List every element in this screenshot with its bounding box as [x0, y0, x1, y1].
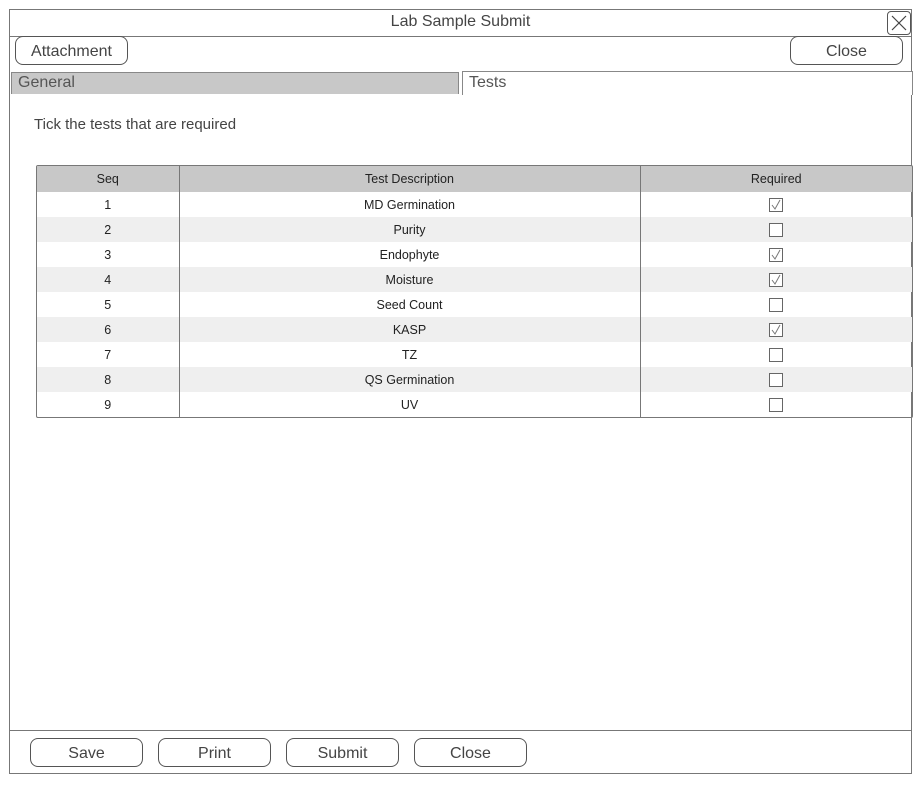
- seq-cell: 6: [37, 317, 179, 342]
- test-description-cell: Seed Count: [179, 292, 640, 317]
- seq-cell: 3: [104, 247, 112, 262]
- checkmark-icon: [770, 249, 782, 261]
- table-row: [37, 217, 912, 242]
- test-description-cell: KASP: [179, 317, 640, 342]
- footer-divider: [10, 730, 911, 731]
- tab-tests[interactable]: Tests: [462, 71, 913, 95]
- seq-cell: 4: [37, 267, 179, 292]
- seq-cell: 1: [104, 197, 112, 212]
- save-button[interactable]: Save: [30, 738, 143, 767]
- required-checkbox[interactable]: [769, 398, 783, 412]
- required-cell: [640, 317, 912, 342]
- seq-cell: 2: [37, 217, 179, 242]
- required-cell: [640, 342, 912, 367]
- submit-button[interactable]: Submit: [286, 738, 399, 767]
- required-cell: [640, 217, 912, 242]
- seq-cell: 7: [104, 347, 112, 362]
- table-row: [37, 342, 912, 367]
- required-checkbox[interactable]: [769, 298, 783, 312]
- required-cell: [640, 267, 912, 292]
- seq-cell: 5: [104, 297, 112, 312]
- window-close-button[interactable]: [887, 11, 911, 35]
- table-row: [37, 367, 912, 392]
- table-row: [37, 392, 912, 417]
- column-header-required[interactable]: Required: [640, 166, 912, 192]
- tests-table: [36, 165, 913, 418]
- test-description-cell: UV: [179, 392, 640, 417]
- test-description-cell: TZ: [179, 342, 640, 367]
- table-row: [37, 242, 912, 267]
- required-cell: [640, 292, 912, 317]
- close-top-button[interactable]: Close: [790, 36, 903, 65]
- required-cell: [640, 242, 912, 267]
- column-header-seq[interactable]: Seq: [37, 166, 179, 192]
- seq-cell: 8: [37, 367, 179, 392]
- seq-cell: 9: [104, 397, 112, 412]
- table-header-row: [37, 166, 912, 192]
- checkmark-icon: [770, 274, 782, 286]
- test-description-cell: QS Germination: [179, 367, 640, 392]
- required-checkbox[interactable]: [769, 198, 783, 212]
- checkmark-icon: [770, 199, 782, 211]
- required-cell: [640, 392, 912, 417]
- instruction-text: Tick the tests that are required: [34, 116, 237, 133]
- table-row: [37, 267, 912, 292]
- required-checkbox[interactable]: [769, 348, 783, 362]
- required-checkbox[interactable]: [769, 323, 783, 337]
- required-checkbox[interactable]: [769, 223, 783, 237]
- print-button[interactable]: Print: [158, 738, 271, 767]
- window-title: Lab Sample Submit: [390, 13, 531, 30]
- test-description-cell: Purity: [179, 217, 640, 242]
- lab-sample-submit-window: [9, 9, 912, 774]
- test-description-cell: Endophyte: [179, 242, 640, 267]
- required-checkbox[interactable]: [769, 273, 783, 287]
- close-icon: [890, 14, 908, 32]
- checkmark-icon: [770, 324, 782, 336]
- required-checkbox[interactable]: [769, 248, 783, 262]
- tab-general[interactable]: General: [11, 72, 459, 94]
- test-description-cell: Moisture: [179, 267, 640, 292]
- required-cell: [640, 192, 912, 217]
- close-bottom-button[interactable]: Close: [414, 738, 527, 767]
- table-row: [37, 192, 912, 217]
- test-description-cell: MD Germination: [179, 192, 640, 217]
- required-checkbox[interactable]: [769, 373, 783, 387]
- title-bar: [10, 10, 911, 37]
- table-row: [37, 292, 912, 317]
- column-header-test-description[interactable]: Test Description: [179, 166, 640, 192]
- required-cell: [640, 367, 912, 392]
- table-row: [37, 317, 912, 342]
- attachment-button[interactable]: Attachment: [15, 36, 128, 65]
